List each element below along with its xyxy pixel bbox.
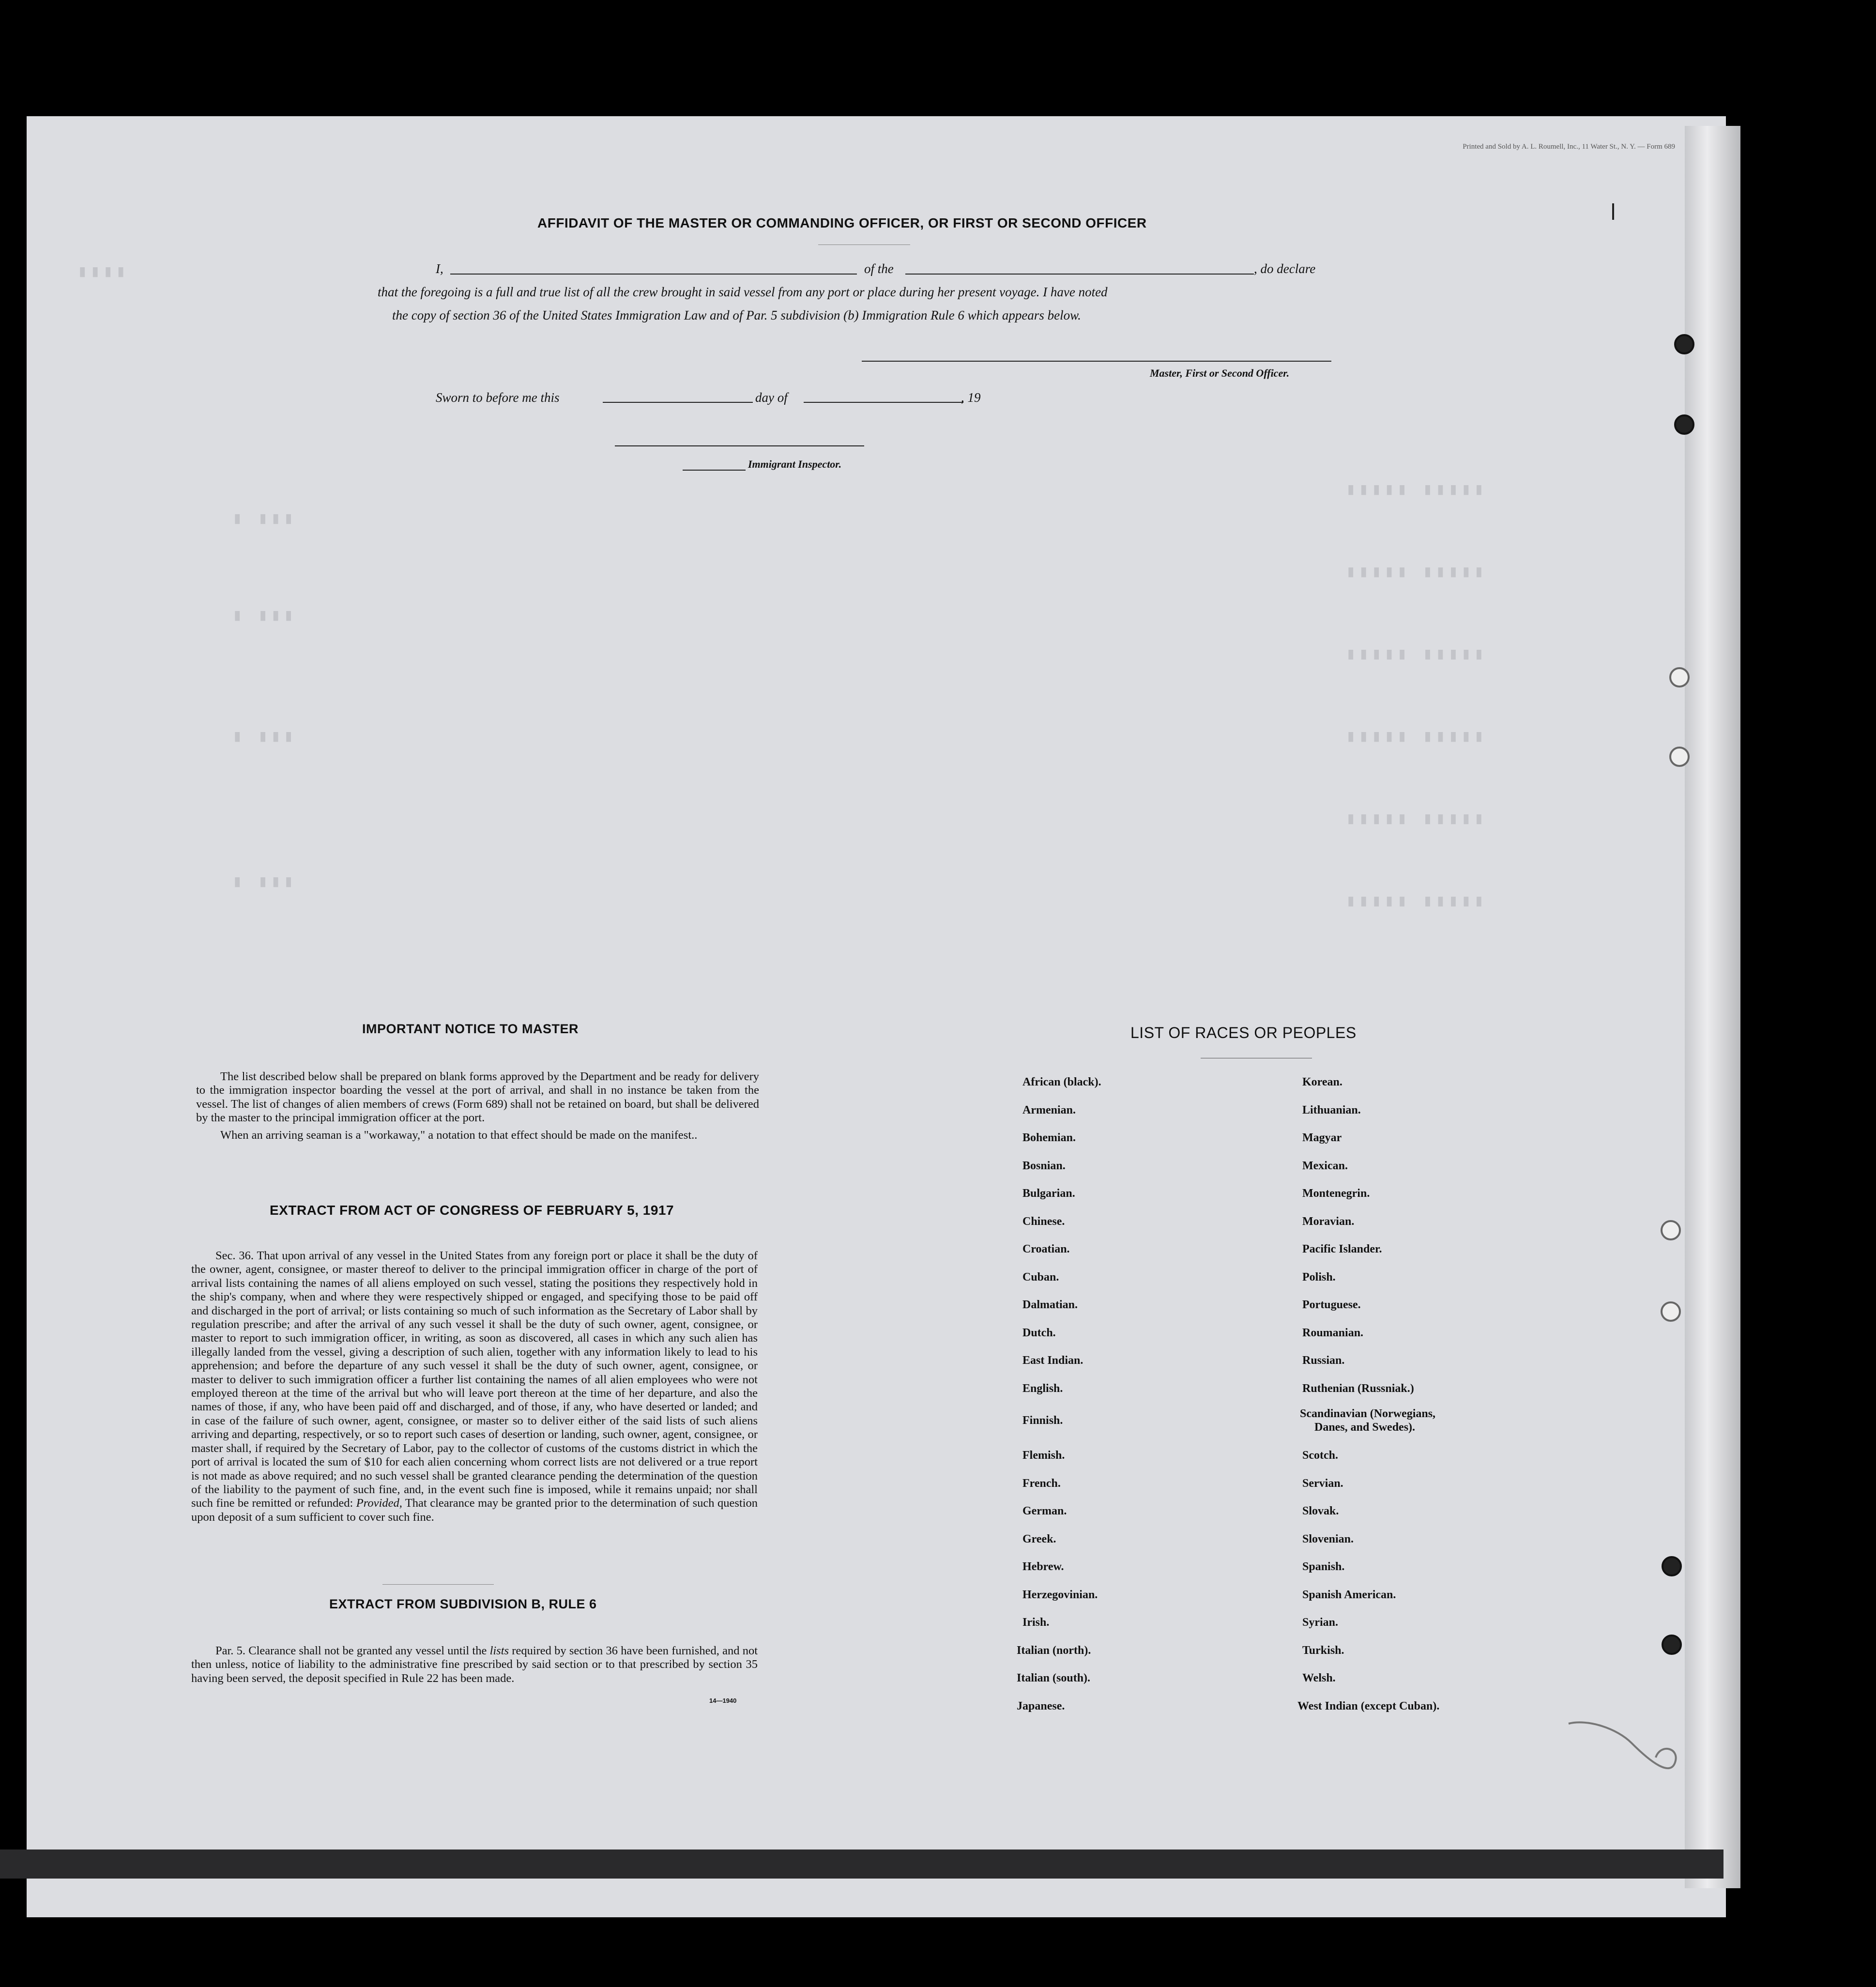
punch-hole xyxy=(1674,414,1694,435)
page-mark xyxy=(1612,203,1614,220)
bleed-through: ▮▮▮▮▮ ▮▮▮▮▮ xyxy=(1346,481,1487,500)
bleed-through: ▮▮▮▮▮ ▮▮▮▮▮ xyxy=(1346,646,1487,664)
punch-hole xyxy=(1661,1301,1681,1322)
page-edge xyxy=(1685,126,1740,1888)
affidavit-line-2: that the foregoing is a full and true list of all the crew brought in said vessel from any port or place during her present voyage. I have noted xyxy=(378,285,1108,299)
race-item: Scandinavian (Norwegians, xyxy=(1300,1407,1436,1420)
race-item: West Indian (except Cuban). xyxy=(1297,1700,1440,1712)
printer-note: Printed and Sold by A. L. Roumell, Inc., 11 Water St., N. Y. — Form 689 xyxy=(1463,143,1675,151)
race-item: Flemish. xyxy=(1022,1449,1065,1462)
race-item: Herzegovinian. xyxy=(1022,1589,1098,1601)
race-item: Servian. xyxy=(1302,1477,1343,1490)
affidavit-title: AFFIDAVIT OF THE MASTER OR COMMANDING OFFICER, OR FIRST OR SECOND OFFICER xyxy=(537,215,1147,230)
race-item: Chinese. xyxy=(1022,1215,1065,1228)
punch-hole xyxy=(1661,1220,1681,1240)
master-signature-field[interactable] xyxy=(862,361,1331,362)
pencil-mark xyxy=(1559,1714,1685,1782)
scan-border xyxy=(0,1849,1723,1879)
race-item: Dutch. xyxy=(1022,1327,1056,1339)
race-item: Ruthenian (Russniak.) xyxy=(1302,1382,1414,1395)
race-item: Bosnian. xyxy=(1022,1160,1066,1172)
race-item: Lithuanian. xyxy=(1302,1104,1361,1116)
bleed-through: ▮▮▮▮▮ ▮▮▮▮▮ xyxy=(1346,564,1487,582)
sworn-month-field[interactable] xyxy=(804,402,963,403)
punch-hole xyxy=(1669,667,1690,688)
form-number: 14—1940 xyxy=(709,1697,737,1704)
punch-hole xyxy=(1674,334,1694,354)
lists-word: lists xyxy=(489,1644,509,1657)
vessel-name-field[interactable] xyxy=(905,274,1254,275)
inspector-signature-field[interactable] xyxy=(615,445,864,446)
race-item: Polish. xyxy=(1302,1271,1336,1284)
inspector-dash xyxy=(683,470,746,471)
bleed-through: ▮▮▮▮▮ ▮▮▮▮▮ xyxy=(1346,728,1487,747)
rule-extract-body xyxy=(191,1644,758,1685)
sworn-label: Sworn to before me this xyxy=(436,390,560,405)
race-item: Croatian. xyxy=(1022,1243,1070,1255)
race-item: German. xyxy=(1022,1505,1067,1517)
race-item: Italian (south). xyxy=(1017,1672,1091,1684)
race-item: Finnish. xyxy=(1022,1414,1063,1427)
bleed-through: ▮ ▮▮▮ xyxy=(232,607,297,626)
race-item: Dalmatian. xyxy=(1022,1299,1078,1311)
race-item: Turkish. xyxy=(1302,1644,1344,1657)
race-item: East Indian. xyxy=(1022,1354,1083,1367)
rule-text-end: required by section 36 have been furnished, and not then unless, notice of liability to the administrative fine prescribed by said section or to that prescribed by section 35 having been served, the deposit specified in Rule 22 has been made. xyxy=(191,1644,758,1685)
master-signature-label: Master, First or Second Officer. xyxy=(1150,367,1290,379)
race-item: African (black). xyxy=(1022,1076,1101,1088)
race-item: Danes, and Swedes). xyxy=(1314,1421,1416,1434)
race-item: Mexican. xyxy=(1302,1160,1348,1172)
inspector-label: Immigrant Inspector. xyxy=(748,458,842,470)
act-text: That upon arrival of any vessel in the United States from any foreign port or place it shall be the duty of the owner, agent, consignee, or master thereof to deliver to the principal immigration officer in charge of the port of arrival lists containing the names of all aliens employed on such vessel, stating the positions they respectively hold in the ship's company, when and where they were respectively shipped or engaged, and specifying those to be paid off and discharged in the port of arrival; or lists containing so much of such information as the Secretary of Labor shall by regulation prescribe; and after the arrival of any such vessel it shall be the duty of such owner, agent, consignee, or master to report to such immigration officer, in writing, as soon as discovered, all cases in which any such alien has illegally landed from the vessel, giving a description of such alien, together with any information likely to lead to his apprehension; and before the departure of any such vessel it shall be the duty of such owner, agent, consignee, or master to deliver to such immigration officer a further list containing the names of all alien employees who were not employed thereon at the time of the arrival but who will leave port thereon at the time of her departure, and also the names of those, if any, who have been paid off and discharged, and of those, if any, who have deserted or landed; and in case of the failure of such owner, agent, consignee, or master so to deliver either of the said lists of such aliens arriving and departing, respectively, or so to report such cases of desertion or landing, such owner, agent, consignee, or master shall, if required by the Secretary of Labor, pay to the collector of customs of the customs district in which the port of arrival is located the sum of $10 for each alien concerning whom correct lists are not delivered or a true report is not made as above required; and no such vessel shall be granted clearance pending the determination of the question of the liability to the payment of such fine, and, in the event such fine is imposed, while it remains unpaid; nor shall such fine be remitted or refunded: xyxy=(191,1249,758,1510)
bleed-through: ▮ ▮▮▮ xyxy=(232,728,297,747)
race-item: Welsh. xyxy=(1302,1672,1336,1684)
sworn-day-field[interactable] xyxy=(603,402,753,403)
race-item: Korean. xyxy=(1302,1076,1342,1088)
race-item: Irish. xyxy=(1022,1616,1050,1629)
races-title: LIST OF RACES OR PEOPLES xyxy=(1130,1024,1357,1041)
notice-heading: IMPORTANT NOTICE TO MASTER xyxy=(362,1022,579,1036)
bleed-through: ▮▮▮▮▮ ▮▮▮▮▮ xyxy=(1346,893,1487,911)
race-item: Russian. xyxy=(1302,1354,1345,1367)
section-label: Sec. 36. xyxy=(215,1249,254,1262)
race-item: Slovak. xyxy=(1302,1505,1339,1517)
race-item: Slovenian. xyxy=(1302,1533,1354,1545)
race-item: Bulgarian. xyxy=(1022,1187,1075,1200)
race-item: Moravian. xyxy=(1302,1215,1355,1228)
race-item: Scotch. xyxy=(1302,1449,1338,1462)
bleed-through: ▮ ▮▮▮ xyxy=(232,873,297,892)
affidavit-line-1 xyxy=(436,261,443,276)
race-item: Spanish. xyxy=(1302,1560,1345,1573)
race-item: Japanese. xyxy=(1017,1700,1065,1712)
race-item: Roumanian. xyxy=(1302,1327,1364,1339)
punch-hole xyxy=(1662,1556,1682,1576)
race-item: French. xyxy=(1022,1477,1061,1490)
race-item: Spanish American. xyxy=(1302,1589,1396,1601)
race-item: Portuguese. xyxy=(1302,1299,1361,1311)
rule-extract-heading: EXTRACT FROM SUBDIVISION B, RULE 6 xyxy=(329,1597,597,1611)
act-extract-heading: EXTRACT FROM ACT OF CONGRESS OF FEBRUARY 5, 1917 xyxy=(270,1203,674,1218)
bleed-through: ▮ ▮▮▮ xyxy=(232,510,297,529)
declarant-name-field[interactable] xyxy=(450,274,857,275)
proviso-word: Provided, xyxy=(356,1497,402,1510)
race-item: Cuban. xyxy=(1022,1271,1059,1284)
notice-paragraph-1: The list described below shall be prepared on blank forms approved by the Department and be ready for delivery to the immigration inspector boarding the vessel at the port of arrival, and shall in no instance be taken from the vessel. The list of changes of alien members of crews (Form 689) shall not be retained on board, but shall be delivered by the master to the principal immigration officer at the port. xyxy=(196,1070,759,1125)
year-label: , 19 xyxy=(961,390,981,405)
race-item: Magyar xyxy=(1302,1131,1342,1144)
bleed-through: ▮▮▮▮ xyxy=(77,263,129,282)
notice-body xyxy=(196,1070,759,1142)
rule-text: Par. 5. Clearance shall not be granted any vessel until the xyxy=(215,1644,487,1657)
act-text-end: That clearance may be granted prior to the determination of such question upon deposit of a sum sufficient to cover such fine. xyxy=(191,1497,758,1524)
of-the-label: of the xyxy=(864,261,894,276)
race-item: Hebrew. xyxy=(1022,1560,1064,1573)
race-item: Bohemian. xyxy=(1022,1131,1076,1144)
act-extract-body xyxy=(191,1249,758,1524)
race-item: Greek. xyxy=(1022,1533,1056,1545)
punch-hole xyxy=(1662,1635,1682,1655)
race-item: Armenian. xyxy=(1022,1104,1076,1116)
divider xyxy=(382,1584,494,1585)
affidavit-line-3: the copy of section 36 of the United States Immigration Law and of Par. 5 subdivision (b) Immigration Rule 6 which appears below. xyxy=(392,308,1081,322)
day-of-label: day of xyxy=(755,390,788,405)
race-item: Pacific Islander. xyxy=(1302,1243,1382,1255)
punch-hole xyxy=(1669,747,1690,767)
bleed-through: ▮▮▮▮▮ ▮▮▮▮▮ xyxy=(1346,810,1487,829)
race-item: Syrian. xyxy=(1302,1616,1339,1629)
race-item: Montenegrin. xyxy=(1302,1187,1370,1200)
notice-paragraph-2: When an arriving seaman is a "workaway," a notation to that effect should be made on the manifest.. xyxy=(220,1128,698,1142)
do-declare-label: , do declare xyxy=(1254,261,1316,276)
affidavit-i-label: I, xyxy=(436,261,443,276)
race-item: Italian (north). xyxy=(1017,1644,1091,1657)
race-item: English. xyxy=(1022,1382,1063,1395)
